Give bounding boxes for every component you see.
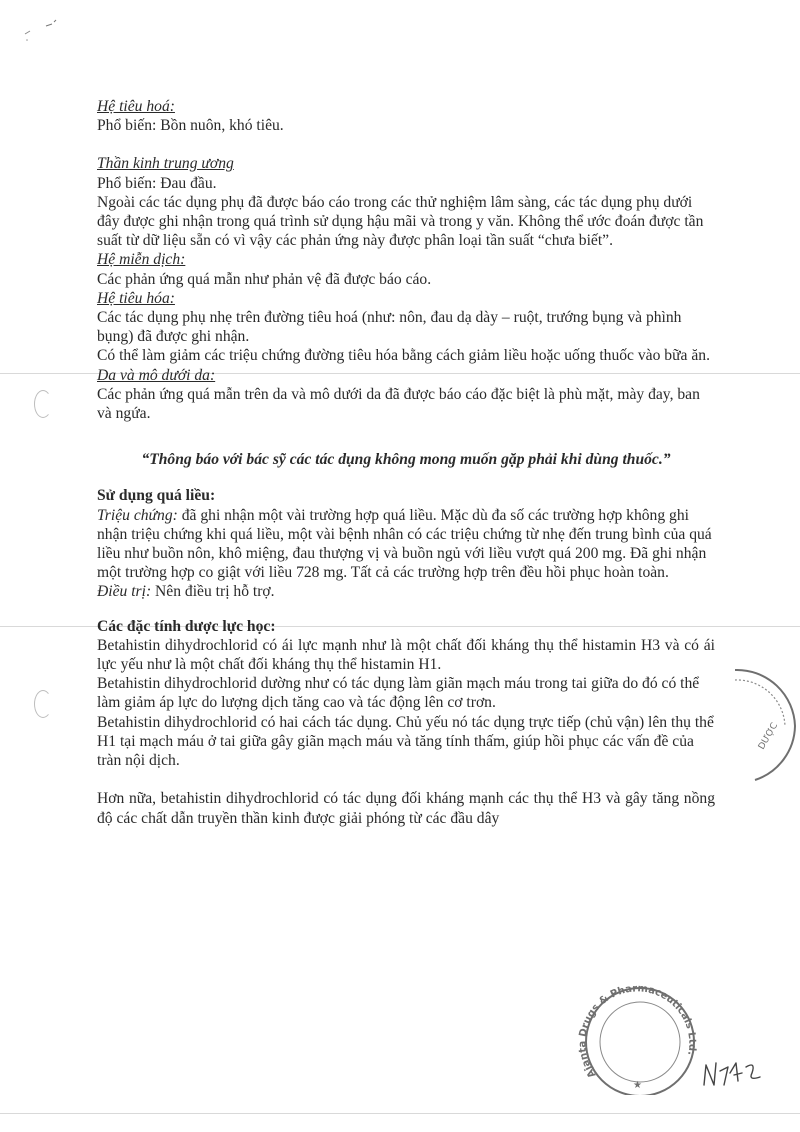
section-heading: Thần kinh trung ương — [97, 155, 234, 173]
stamp-company-text: Ajanta Drugs & Pharmaceuticals Ltd. — [578, 983, 698, 1080]
pharmacodynamics-paragraph: Betahistin dihydrochlorid có hai cách tác dụng. Chủ yếu nó tác dụng trực tiếp (chủ vận) lên thụ thể H1 tại mạch máu ở tai giữa gây giãn mạch máu và tăng tính thấm, giúp hồi phục các vấn đề của tràn nội dịch. — [97, 713, 714, 770]
section-heading: Hệ miễn dịch: — [97, 251, 186, 269]
section-text: Phổ biến: Bồn nuôn, khó tiêu. — [97, 117, 284, 135]
scan-speck-mark — [22, 14, 62, 49]
notice-to-doctor: “Thông báo với bác sỹ các tác dụng không mong muốn gặp phải khi dùng thuốc.” — [141, 451, 671, 469]
section-heading: Hệ tiêu hoá: — [97, 98, 175, 115]
treatment-label: Điều trị: — [97, 583, 152, 601]
overdose-treatment — [97, 582, 715, 601]
company-stamp — [578, 980, 698, 1100]
symptoms-label: Triệu chứng: — [97, 506, 178, 524]
section-text: Ngoài các tác dụng phụ đã được báo cáo trong các thử nghiệm lâm sàng, các tác dụng phụ dưới đây được ghi nhận trong quá trình sử dụng hậu mãi và trong y văn. Không thể ước đoán được tần suất từ dữ liệu sẵn có vì vậy các phản ứng này được phân loại tần suất “chưa biết”. — [97, 193, 704, 250]
handwritten-signature — [700, 1055, 770, 1100]
section-text: Các phản ứng quá mẫn như phản vệ đã được báo cáo. — [97, 270, 432, 288]
section-text: Các phản ứng quá mẫn trên da và mô dưới da đã được báo cáo đặc biệt là phù mặt, mày đay, ban và ngứa. — [97, 385, 700, 423]
section-text: Các tác dụng phụ nhẹ trên đường tiêu hoá (như: nôn, đau dạ dày – ruột, trướng bụng và phình bụng) đã được ghi nhận. — [97, 309, 682, 346]
overdose-title: Sử dụng quá liều: — [97, 487, 216, 505]
pharmacodynamics-paragraph: Hơn nữa, betahistin dihydrochlorid có tác dụng đối kháng mạnh các thụ thể H3 và gây tăng nồng độ các chất dẫn truyền thần kinh được giải phóng từ các đầu dây — [97, 790, 715, 827]
treatment-text: Nên điều trị hỗ trợ. — [151, 583, 275, 601]
document-body — [97, 97, 715, 828]
pharmacodynamics-paragraph: Betahistin dihydrochlorid có ái lực mạnh như là một chất đối kháng thụ thể histamin H3 và có ái lực yếu như là một chất đối kháng thụ thể histamin H1. — [97, 636, 715, 674]
pharmacodynamics-title: Các đặc tính dược lực học: — [97, 617, 276, 635]
scan-artifact-line — [0, 1113, 800, 1114]
punch-hole-mark — [34, 390, 52, 418]
svg-text:Ajanta Drugs & Pharmaceuticals — [578, 983, 697, 1079]
section-text: Có thể làm giảm các triệu chứng đường tiêu hóa bằng cách giảm liều hoặc uống thuốc vào bữa ăn. — [97, 347, 710, 365]
overdose-symptoms — [97, 506, 715, 583]
stamp-seal-top — [735, 668, 800, 793]
section-text: Phổ biến: Đau đầu. — [97, 174, 217, 192]
pharmacodynamics-paragraph: Betahistin dihydrochlorid dường như có tác dụng làm giãn mạch máu trong tai giữa do đó có thể làm giảm áp lực do lượng dịch tăng cao và tác động lên cơ trơn. — [97, 675, 700, 712]
symptoms-text: đã ghi nhận một vài trường hợp quá liều. Mặc dù đa số các trường hợp không ghi nhận triệu chứng khi quá liều, một vài bệnh nhân có các triệu chứng từ nhẹ đến trung bình của quá liều như buồn nôn, khô miệng, đau thượng vị và buồn ngủ với liều vượt quá 200 mg. Đã ghi nhận một trường hợp co giật với liều 728 mg. Tất cả các trường hợp trên đều hồi phục hoàn toàn. — [97, 506, 712, 582]
svg-text:★: ★ — [633, 1080, 642, 1091]
section-heading: Hệ tiêu hóa: — [97, 289, 175, 307]
stamp-text: DƯỢC — [756, 721, 781, 752]
section-heading: Da và mô dưới da: — [97, 366, 216, 384]
punch-hole-mark — [34, 690, 52, 718]
